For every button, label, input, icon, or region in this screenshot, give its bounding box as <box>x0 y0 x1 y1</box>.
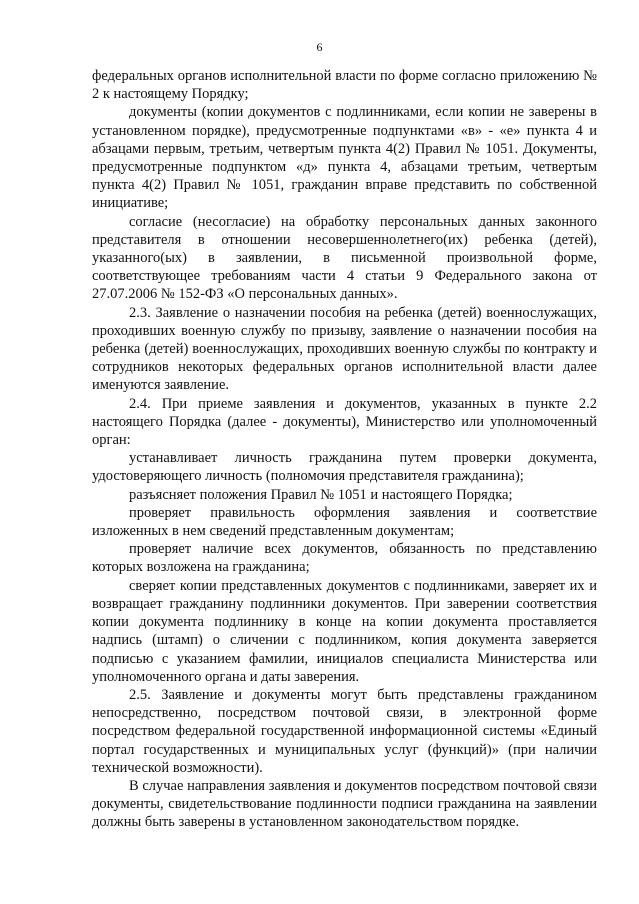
paragraph-8: проверяет правильность оформления заявления и соответствие изложенных в нем сведений представленным документам; <box>92 504 597 540</box>
paragraph-3: согласие (несогласие) на обработку персональных данных законного представителя в отношении несовершеннолетнего(их) ребенка (детей), указанного(ых) в заявлении, в письменной произвольной форме, соответствующее требованиям части 4 статьи 9 Федерального закона от 27.07.2006 № 152-ФЗ «О персональных данных». <box>92 213 597 303</box>
paragraph-12: В случае направления заявления и документов посредством почтовой связи документы, свидетельствование подлинности подписи гражданина на заявлении должны быть заверены в установленном законодательством порядке. <box>92 777 597 831</box>
paragraph-5: 2.4. При приеме заявления и документов, указанных в пункте 2.2 настоящего Порядка (далее - документы), Министерство или уполномоченный орган: <box>92 395 597 449</box>
paragraph-11: 2.5. Заявление и документы могут быть представлены гражданином непосредственно, посредством почтовой связи, в электронной форме посредством федеральной государственной информационной системы «Единый портал государственных и муниципальных услуг (функций)» (при наличии технической возможности). <box>92 686 597 776</box>
paragraph-4: 2.3. Заявление о назначении пособия на ребенка (детей) военнослужащих, проходивших военную службу по призыву, заявление о назначении пособия на ребенка (детей) военнослужащих, проходивших военную службы по контракту и сотрудников некоторых федеральных органов исполнительной власти далее именуются заявление. <box>92 304 597 394</box>
paragraph-9: проверяет наличие всех документов, обязанность по представлению которых возложена на гражданина; <box>92 541 597 576</box>
paragraph-7: разъясняет положения Правил № 1051 и настоящего Порядка; <box>129 486 513 503</box>
paragraph-10: сверяет копии представленных документов с подлинниками, заверяет их и возвращает гражданину подлинники документов. При заверении соответствия копии документа подлиннику в конце на копии документа проставляется надпись (штамп) о сличении с подлинником, копия документа заверяется подписью с указанием фамилии, инициалов специалиста Министерства или уполномоченного органа и даты заверения. <box>92 577 597 685</box>
paragraph-1: федеральных органов исполнительной власти по форме согласно приложению № 2 к настоящему Порядку; <box>92 68 597 103</box>
paragraph-6: устанавливает личность гражданина путем проверки документа, удостоверяющего личность (полномочия представителя гражданина); <box>92 450 597 485</box>
paragraph-2: документы (копии документов с подлинниками, если копии не заверены в установленном порядке), предусмотренные подпунктами «в» - «е» пункта 4 и абзацами первым, третьим, четвертым пункта 4(2) Правил № 1051. Документы, предусмотренные подпунктом «д» пункта 4, абзацами третьим, четвертым пункта 4(2) Правил № 1051, гражданин вправе представить по собственной инициативе; <box>92 104 597 212</box>
page-number: 6 <box>316 40 323 54</box>
document-body <box>92 67 597 832</box>
